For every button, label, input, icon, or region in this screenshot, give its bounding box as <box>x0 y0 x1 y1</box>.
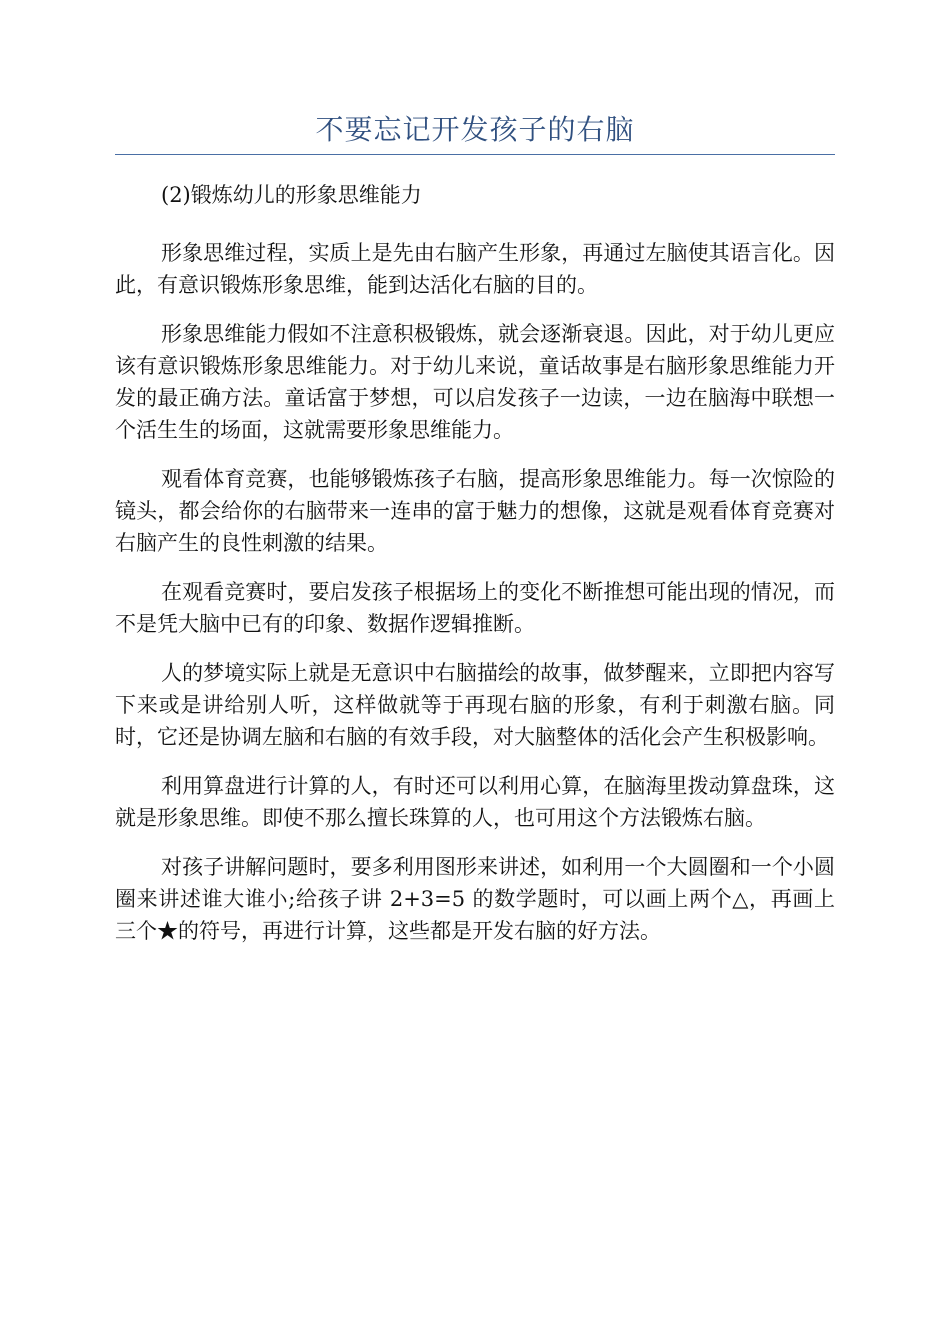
body-paragraph: 对孩子讲解问题时，要多利用图形来讲述，如利用一个大圆圈和一个小圆圈来讲述谁大谁小;给孩子讲 2+3=5 的数学题时，可以画上两个△，再画上三个★的符号，再进行计算，这些都是开发右脑的好方法。 <box>115 855 835 943</box>
body-paragraph: 形象思维能力假如不注意积极锻炼，就会逐渐衰退。因此，对于幼儿更应该有意识锻炼形象思维能力。对于幼儿来说，童话故事是右脑形象思维能力开发的最正确方法。童话富于梦想，可以启发孩子一边读，一边在脑海中联想一个活生生的场面，这就需要形象思维能力。 <box>115 322 835 442</box>
title-block <box>115 108 835 155</box>
section-subheading: (2)锻炼幼儿的形象思维能力 <box>161 183 422 207</box>
body-paragraph: 在观看竞赛时，要启发孩子根据场上的变化不断推想可能出现的情况，而不是凭大脑中已有的印象、数据作逻辑推断。 <box>115 580 835 636</box>
body-paragraph: 观看体育竞赛，也能够锻炼孩子右脑，提高形象思维能力。每一次惊险的镜头，都会给你的右脑带来一连串的富于魅力的想像，这就是观看体育竞赛对右脑产生的良性刺激的结果。 <box>115 467 835 555</box>
document-body <box>115 176 835 964</box>
body-paragraph: 利用算盘进行计算的人，有时还可以利用心算，在脑海里拨动算盘珠，这就是形象思维。即使不那么擅长珠算的人，也可用这个方法锻炼右脑。 <box>115 774 835 830</box>
page-title: 不要忘记开发孩子的右脑 <box>315 113 635 146</box>
body-paragraph: 人的梦境实际上就是无意识中右脑描绘的故事，做梦醒来，立即把内容写下来或是讲给别人听，这样做就等于再现右脑的形象，有利于刺激右脑。同时，它还是协调左脑和右脑的有效手段，对大脑整体的活化会产生积极影响。 <box>115 661 835 749</box>
body-paragraph: 形象思维过程，实质上是先由右脑产生形象，再通过左脑使其语言化。因此，有意识锻炼形象思维，能到达活化右脑的目的。 <box>115 241 835 297</box>
